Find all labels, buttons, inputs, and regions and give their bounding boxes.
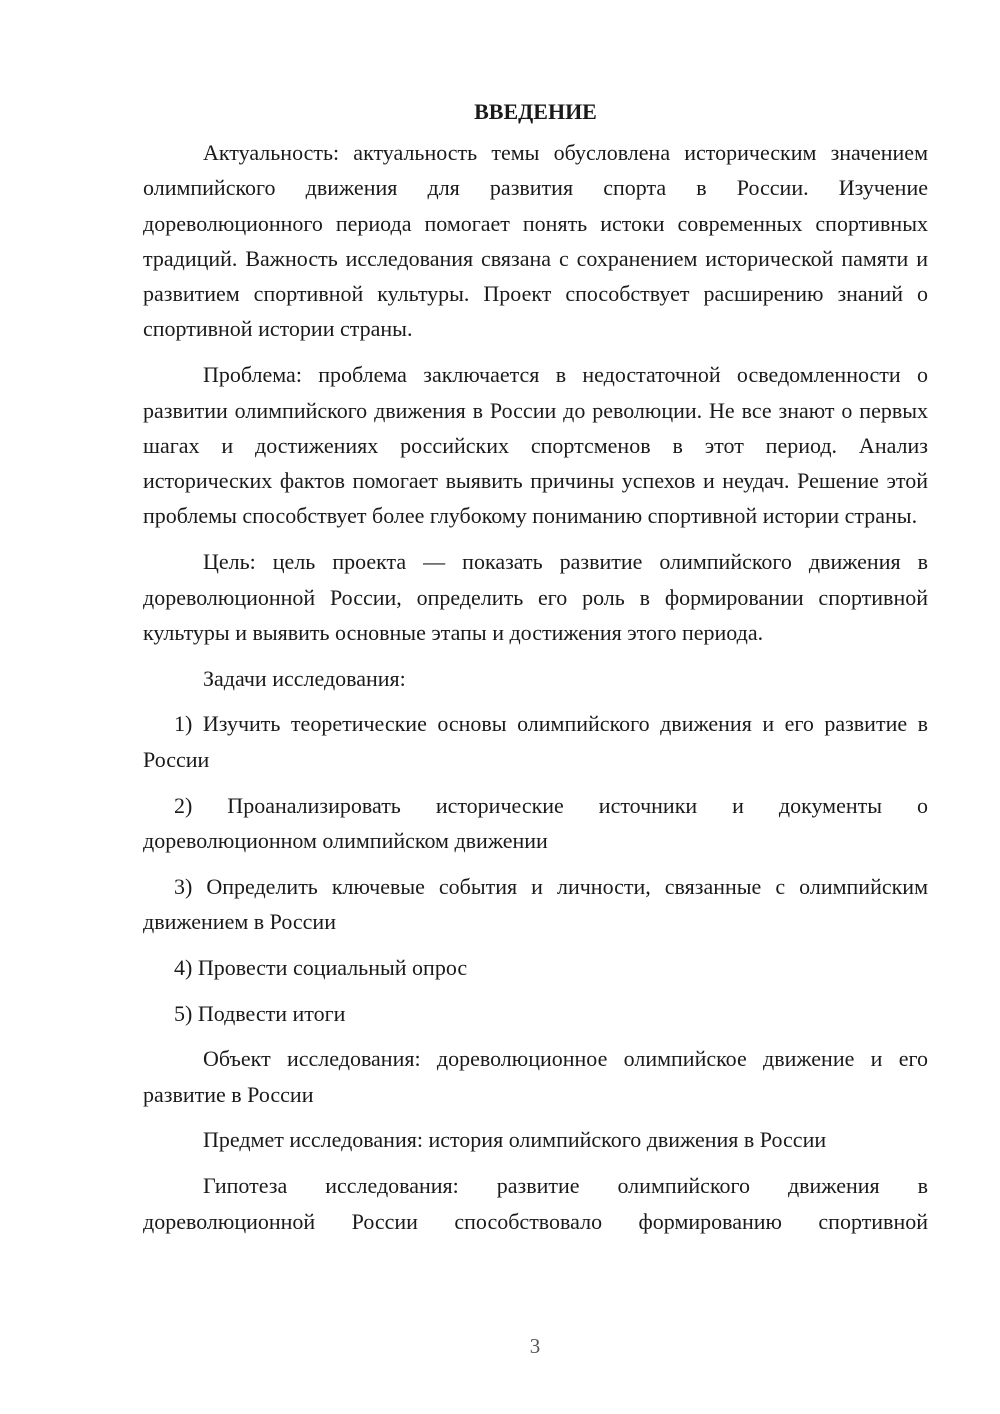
task-item-3: 3) Определить ключевые события и личности, связанные с олимпийским движением в России — [143, 873, 928, 934]
subject-paragraph: Предмет исследования: история олимпийского движения в России — [203, 1127, 827, 1153]
page-content — [143, 94, 928, 1249]
task-item-4: 4) Провести социальный опрос — [174, 954, 468, 980]
hypothesis-paragraph: Гипотеза исследования: развитие олимпийского движения в дореволюционной России способствовало формированию спортивной — [143, 1173, 928, 1234]
section-title: ВВЕДЕНИЕ — [474, 99, 597, 124]
task-item-2: 2) Проанализировать исторические источники и документы о дореволюционном олимпийском движении — [143, 792, 928, 853]
page-number: 3 — [529, 1334, 541, 1358]
object-paragraph: Объект исследования: дореволюционное олимпийское движение и его развитие в России — [143, 1046, 928, 1107]
tasks-heading: Задачи исследования: — [203, 665, 406, 691]
problem-paragraph: Проблема: проблема заключается в недостаточной осведомленности о развитии олимпийского движения в России до революции. Не все знают о первых шагах и достижениях российских спортсменов в этот период. Анализ исторических фактов помогает выявить причины успехов и неудач. Решение этой проблемы способствует более глубокому пониманию спортивной истории страны. — [143, 362, 928, 529]
task-item-5: 5) Подвести итоги — [174, 1000, 346, 1026]
relevance-paragraph: Актуальность: актуальность темы обусловлена историческим значением олимпийского движения для развития спорта в России. Изучение дореволюционного периода помогает понять истоки современных спортивных традиций. Важность исследования связана с сохранением исторической памяти и развитием спортивной культуры. Проект способствует расширению знаний о спортивной истории страны. — [143, 140, 928, 342]
goal-paragraph: Цель: цель проекта — показать развитие олимпийского движения в дореволюционной России, определить его роль в формировании спортивной культуры и выявить основные этапы и достижения этого периода. — [143, 549, 928, 645]
task-item-1: 1) Изучить теоретические основы олимпийского движения и его развитие в России — [143, 711, 928, 772]
